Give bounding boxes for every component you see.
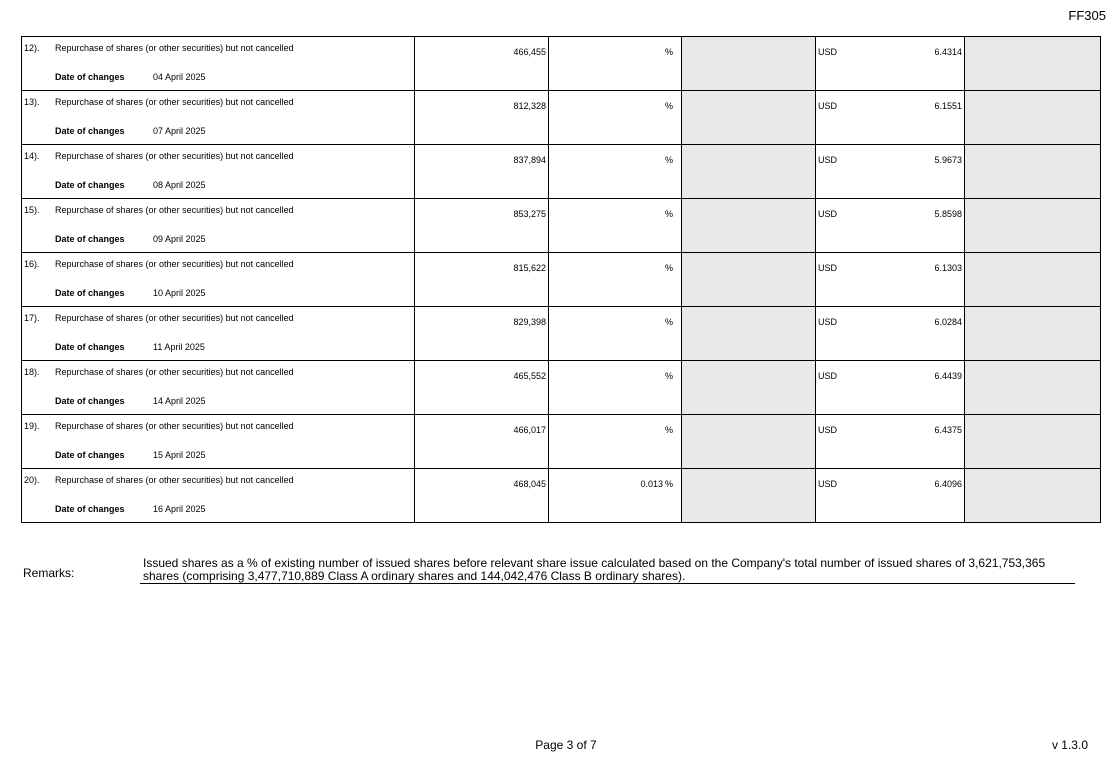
percent-cell xyxy=(549,469,682,523)
price-cell xyxy=(816,199,965,253)
shares-value: 837,894 xyxy=(513,155,546,165)
remarks-text: Issued shares as a % of existing number of issued shares before relevant share issue calculated based on the Company's total number of issued shares of 3,621,753,365 shares (comprising 3,477,710,889 Class A ordinary shares and 144,042,476 Class B ordinary shares). xyxy=(140,557,1075,584)
shaded-cell xyxy=(682,253,816,307)
date-of-changes-value: 15 April 2025 xyxy=(153,450,206,460)
date-of-changes-label: Date of changes xyxy=(55,288,125,298)
date-of-changes-value: 10 April 2025 xyxy=(153,288,206,298)
date-of-changes-value: 16 April 2025 xyxy=(153,504,206,514)
shares-value: 829,398 xyxy=(513,317,546,327)
remarks-label: Remarks: xyxy=(23,566,75,580)
shaded-cell xyxy=(965,91,1101,145)
price-value: 5.8598 xyxy=(934,209,962,219)
price-cell xyxy=(816,253,965,307)
description-cell xyxy=(22,361,415,415)
price-cell xyxy=(816,361,965,415)
percent-cell xyxy=(549,307,682,361)
currency-code: USD xyxy=(818,425,838,435)
date-of-changes-label: Date of changes xyxy=(55,234,125,244)
row-description: Repurchase of shares (or other securities) but not cancelled xyxy=(55,97,294,107)
row-index: 19). xyxy=(24,421,40,431)
currency-code: USD xyxy=(818,155,838,165)
page-number: Page 3 of 7 xyxy=(535,738,597,752)
date-of-changes-value: 07 April 2025 xyxy=(153,126,206,136)
shaded-cell xyxy=(682,469,816,523)
price-cell xyxy=(816,91,965,145)
percent-value: 0.013 xyxy=(640,479,663,489)
description-cell xyxy=(22,415,415,469)
currency-code: USD xyxy=(818,47,838,57)
table-row xyxy=(22,361,1101,415)
price-cell xyxy=(816,415,965,469)
currency-code: USD xyxy=(818,371,838,381)
price-value: 5.9673 xyxy=(934,155,962,165)
description-cell xyxy=(22,37,415,91)
shares-value: 815,622 xyxy=(513,263,546,273)
shares-cell xyxy=(415,199,549,253)
table-row xyxy=(22,415,1101,469)
row-index: 15). xyxy=(24,205,40,215)
percent-sign: % xyxy=(664,209,673,219)
table-row xyxy=(22,145,1101,199)
description-cell xyxy=(22,253,415,307)
table-row xyxy=(22,37,1101,91)
date-of-changes-label: Date of changes xyxy=(55,180,125,190)
form-code: FF305 xyxy=(1068,8,1106,23)
percent-cell xyxy=(549,199,682,253)
date-of-changes-label: Date of changes xyxy=(55,126,125,136)
shares-cell xyxy=(415,415,549,469)
date-of-changes-value: 09 April 2025 xyxy=(153,234,206,244)
date-of-changes-label: Date of changes xyxy=(55,450,125,460)
share-changes-table xyxy=(21,36,1101,523)
row-index: 17). xyxy=(24,313,40,323)
row-description: Repurchase of shares (or other securities) but not cancelled xyxy=(55,205,294,215)
currency-code: USD xyxy=(818,317,838,327)
row-index: 16). xyxy=(24,259,40,269)
table-row xyxy=(22,91,1101,145)
row-description: Repurchase of shares (or other securities) but not cancelled xyxy=(55,259,294,269)
shaded-cell xyxy=(682,307,816,361)
price-value: 6.4439 xyxy=(934,371,962,381)
percent-sign: % xyxy=(664,155,673,165)
row-index: 20). xyxy=(24,475,40,485)
shares-value: 465,552 xyxy=(513,371,546,381)
shares-value: 468,045 xyxy=(513,479,546,489)
date-of-changes-label: Date of changes xyxy=(55,504,125,514)
percent-cell xyxy=(549,361,682,415)
row-index: 18). xyxy=(24,367,40,377)
description-cell xyxy=(22,469,415,523)
percent-cell xyxy=(549,415,682,469)
description-cell xyxy=(22,91,415,145)
row-description: Repurchase of shares (or other securities) but not cancelled xyxy=(55,151,294,161)
price-cell xyxy=(816,469,965,523)
percent-cell xyxy=(549,145,682,199)
percent-sign: % xyxy=(664,425,673,435)
row-description: Repurchase of shares (or other securities) but not cancelled xyxy=(55,421,294,431)
table-row xyxy=(22,253,1101,307)
shaded-cell xyxy=(965,145,1101,199)
shaded-cell xyxy=(965,253,1101,307)
shares-value: 812,328 xyxy=(513,101,546,111)
percent-cell xyxy=(549,253,682,307)
price-value: 6.4314 xyxy=(934,47,962,57)
price-cell xyxy=(816,145,965,199)
shaded-cell xyxy=(682,91,816,145)
percent-sign: % xyxy=(664,47,673,57)
shaded-cell xyxy=(965,361,1101,415)
row-description: Repurchase of shares (or other securities) but not cancelled xyxy=(55,367,294,377)
price-value: 6.0284 xyxy=(934,317,962,327)
row-description: Repurchase of shares (or other securities) but not cancelled xyxy=(55,313,294,323)
date-of-changes-value: 14 April 2025 xyxy=(153,396,206,406)
shares-cell xyxy=(415,145,549,199)
price-cell xyxy=(816,307,965,361)
shaded-cell xyxy=(965,469,1101,523)
description-cell xyxy=(22,307,415,361)
shares-cell xyxy=(415,91,549,145)
table-row xyxy=(22,199,1101,253)
percent-cell xyxy=(549,37,682,91)
shaded-cell xyxy=(682,199,816,253)
shaded-cell xyxy=(965,415,1101,469)
date-of-changes-value: 04 April 2025 xyxy=(153,72,206,82)
shaded-cell xyxy=(682,37,816,91)
row-index: 12). xyxy=(24,43,40,53)
shares-cell xyxy=(415,307,549,361)
row-index: 13). xyxy=(24,97,40,107)
percent-cell xyxy=(549,91,682,145)
percent-sign: % xyxy=(664,263,673,273)
date-of-changes-value: 11 April 2025 xyxy=(153,342,205,352)
price-value: 6.4375 xyxy=(934,425,962,435)
price-value: 6.1303 xyxy=(934,263,962,273)
description-cell xyxy=(22,199,415,253)
percent-sign: % xyxy=(664,371,673,381)
date-of-changes-label: Date of changes xyxy=(55,342,125,352)
date-of-changes-label: Date of changes xyxy=(55,72,125,82)
shares-cell xyxy=(415,37,549,91)
shaded-cell xyxy=(965,199,1101,253)
shares-cell xyxy=(415,253,549,307)
row-index: 14). xyxy=(24,151,40,161)
shaded-cell xyxy=(682,415,816,469)
shares-cell xyxy=(415,469,549,523)
currency-code: USD xyxy=(818,479,838,489)
percent-sign: % xyxy=(664,479,673,489)
shares-value: 466,455 xyxy=(513,47,546,57)
row-description: Repurchase of shares (or other securities) but not cancelled xyxy=(55,475,294,485)
description-cell xyxy=(22,145,415,199)
shares-value: 853,275 xyxy=(513,209,546,219)
shaded-cell xyxy=(682,361,816,415)
shaded-cell xyxy=(682,145,816,199)
shaded-cell xyxy=(965,307,1101,361)
version-label: v 1.3.0 xyxy=(1051,738,1088,752)
currency-code: USD xyxy=(818,101,838,111)
shaded-cell xyxy=(965,37,1101,91)
table-row xyxy=(22,469,1101,523)
shares-value: 466,017 xyxy=(513,425,546,435)
currency-code: USD xyxy=(818,209,838,219)
price-value: 6.1551 xyxy=(934,101,962,111)
date-of-changes-label: Date of changes xyxy=(55,396,125,406)
row-description: Repurchase of shares (or other securities) but not cancelled xyxy=(55,43,294,53)
percent-sign: % xyxy=(664,317,673,327)
price-cell xyxy=(816,37,965,91)
shares-cell xyxy=(415,361,549,415)
price-value: 6.4096 xyxy=(934,479,962,489)
currency-code: USD xyxy=(818,263,838,273)
percent-sign: % xyxy=(664,101,673,111)
date-of-changes-value: 08 April 2025 xyxy=(153,180,206,190)
table-row xyxy=(22,307,1101,361)
